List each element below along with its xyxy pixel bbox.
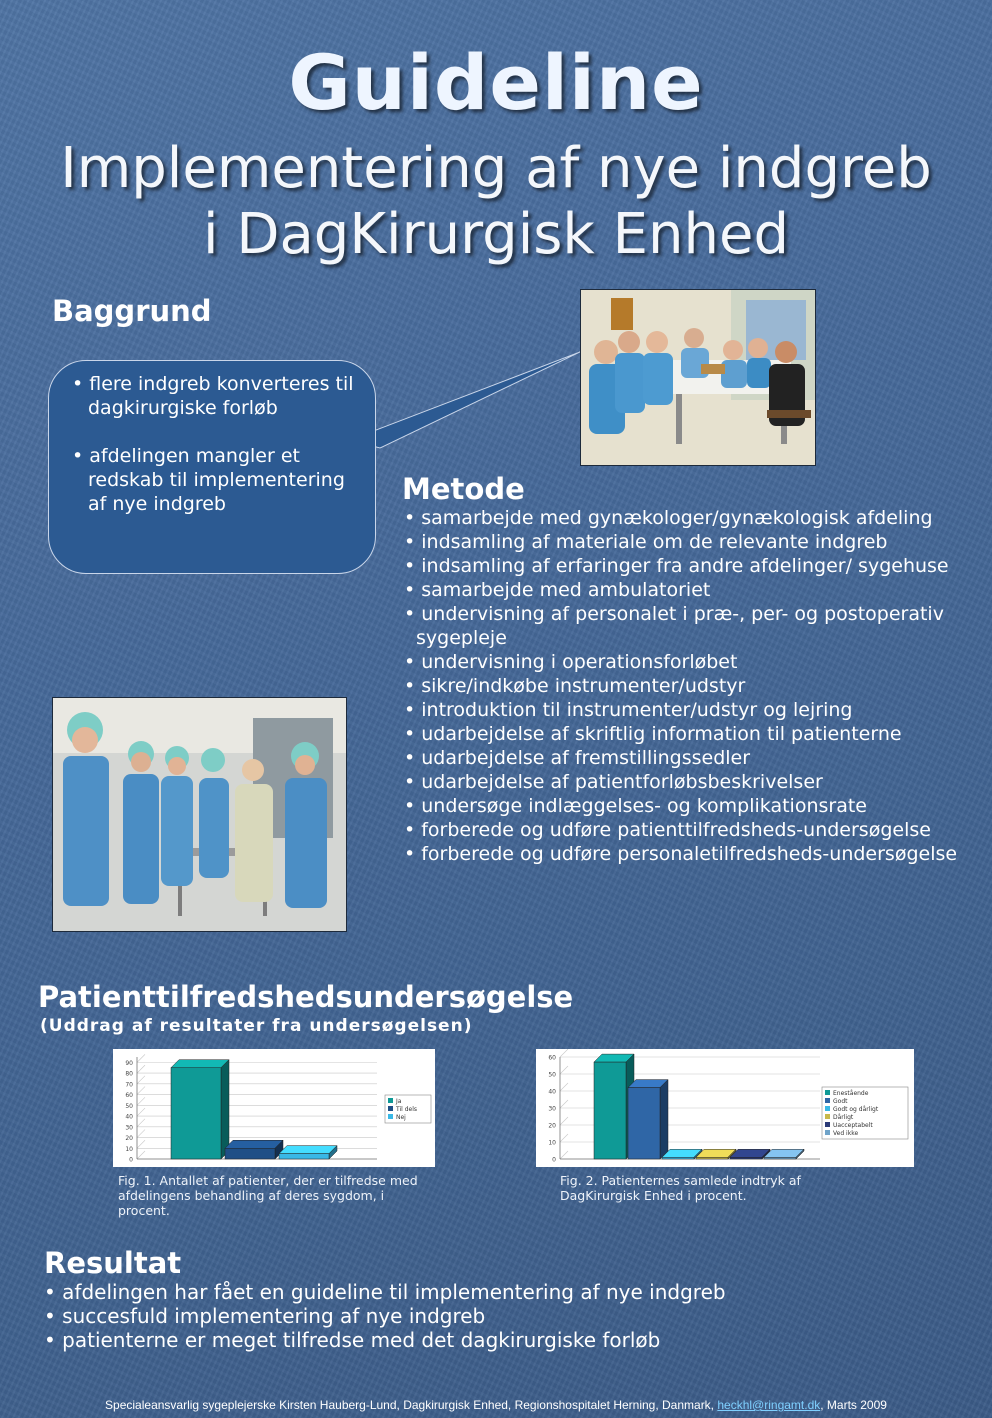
metode-item: • samarbejde med ambulatoriet xyxy=(404,579,711,601)
metode-item: • undersøge indlæggelses- og komplikationsrate xyxy=(404,795,867,817)
baggrund-heading: Baggrund xyxy=(52,294,212,328)
chart-fig1-svg xyxy=(113,1049,435,1167)
bar-top xyxy=(171,1060,229,1068)
survey-subheading: (Uddrag af resultater fra undersøgelsen) xyxy=(40,1016,473,1036)
metode-heading: Metode xyxy=(402,472,525,506)
subtitle-line-1: Implementering af nye indgreb xyxy=(60,136,932,201)
bar-front xyxy=(696,1157,728,1159)
gridline-depth xyxy=(137,1119,145,1127)
gridline-depth xyxy=(560,1083,568,1091)
bar-top xyxy=(279,1146,337,1154)
metode-item: • undervisning af personalet i præ-, per- og postoperativ sygepleje xyxy=(404,603,944,649)
bar-top xyxy=(225,1140,283,1148)
gridline-depth xyxy=(560,1049,568,1057)
bar-2 xyxy=(628,1080,668,1159)
bar-side xyxy=(660,1080,668,1159)
meeting-photo xyxy=(580,289,816,466)
poster-subtitle xyxy=(0,136,992,268)
y-tick-label: 0 xyxy=(129,1156,133,1164)
y-tick-label: 30 xyxy=(125,1124,133,1132)
legend-label: Godt xyxy=(833,1098,848,1105)
legend-label: Enestående xyxy=(833,1090,869,1097)
gridline-depth xyxy=(560,1117,568,1125)
bar-side xyxy=(221,1060,229,1159)
chart-fig2-svg xyxy=(536,1049,914,1167)
metode-item: • samarbejde med gynækologer/gynækologisk afdeling xyxy=(404,507,933,529)
footer-email-link[interactable]: heckhl@ringamt.dk xyxy=(717,1398,821,1412)
y-tick-label: 50 xyxy=(548,1071,556,1079)
metode-item: • undervisning i operationsforløbet xyxy=(404,651,738,673)
gridline-depth xyxy=(560,1100,568,1108)
y-tick-label: 50 xyxy=(125,1102,133,1110)
y-tick-label: 40 xyxy=(548,1088,556,1096)
resultat-item: • afdelingen har fået en guideline til implementering af nye indgreb xyxy=(44,1280,726,1304)
operating-room-photo-illustration xyxy=(53,698,346,931)
y-tick-label: 20 xyxy=(125,1135,133,1143)
legend-swatch xyxy=(388,1106,393,1111)
bar-1 xyxy=(171,1060,229,1159)
legend-label: Nej xyxy=(396,1114,406,1121)
resultat-heading: Resultat xyxy=(44,1246,182,1280)
bar-front xyxy=(764,1157,796,1159)
gridline-depth xyxy=(137,1087,145,1095)
footer-date: , Marts 2009 xyxy=(820,1398,887,1412)
metode-item: • udarbejdelse af patientforløbsbeskrivelser xyxy=(404,771,823,793)
baggrund-list xyxy=(56,372,366,540)
y-tick-label: 30 xyxy=(548,1105,556,1113)
resultat-item: • patienterne er meget tilfredse med det dagkirurgiske forløb xyxy=(44,1328,661,1352)
legend-label: Godt og dårligt xyxy=(833,1106,879,1113)
bar-front xyxy=(628,1088,660,1159)
y-tick-label: 0 xyxy=(552,1156,556,1164)
metode-item: • forberede og udføre patienttilfredsheds-undersøgelse xyxy=(404,819,931,841)
legend-label: Til dels xyxy=(396,1106,418,1113)
resultat-list xyxy=(44,1280,944,1352)
gridline-depth xyxy=(137,1076,145,1084)
y-tick-label: 60 xyxy=(548,1054,556,1062)
bar-front xyxy=(225,1148,275,1159)
operating-room-photo xyxy=(52,697,347,932)
gridline-depth xyxy=(560,1151,568,1159)
legend-label: Ved ikke xyxy=(833,1130,859,1137)
y-tick-label: 60 xyxy=(125,1092,133,1100)
metode-item: • indsamling af materiale om de relevante indgreb xyxy=(404,531,888,553)
legend-label: Ja xyxy=(396,1098,402,1105)
bar-front xyxy=(730,1157,762,1159)
metode-item: • introduktion til instrumenter/udstyr og lejring xyxy=(404,699,853,721)
fig2-caption: Fig. 2. Patienternes samlede indtryk af DagKirurgisk Enhed i procent. xyxy=(560,1173,801,1203)
legend-label: Dårligt xyxy=(833,1114,854,1121)
bar-front xyxy=(279,1154,329,1159)
y-tick-label: 10 xyxy=(548,1139,556,1147)
gridline-depth xyxy=(137,1130,145,1138)
legend-swatch xyxy=(825,1098,830,1103)
legend-swatch xyxy=(388,1098,393,1103)
bar-front xyxy=(662,1157,694,1159)
bar-front xyxy=(594,1062,626,1159)
meeting-photo-illustration xyxy=(581,290,815,465)
y-tick-label: 70 xyxy=(125,1081,133,1089)
survey-heading: Patienttilfredshedsundersøgelse xyxy=(38,980,574,1014)
chart-fig2 xyxy=(536,1049,914,1167)
metode-item: • udarbejdelse af fremstillingssedler xyxy=(404,747,751,769)
gridline-depth xyxy=(137,1065,145,1073)
gridline-depth xyxy=(137,1108,145,1116)
y-tick-label: 40 xyxy=(125,1113,133,1121)
poster-title: Guideline xyxy=(288,38,704,127)
y-tick-label: 20 xyxy=(548,1122,556,1130)
gridline-depth xyxy=(560,1134,568,1142)
baggrund-item: • afdelingen mangler et redskab til implementering af nye indgreb xyxy=(72,445,345,515)
gridline-depth xyxy=(137,1151,145,1159)
gridline-depth xyxy=(137,1054,145,1062)
legend-swatch xyxy=(825,1130,830,1135)
bar-3 xyxy=(279,1146,337,1159)
gridline-depth xyxy=(137,1097,145,1105)
bar-front xyxy=(171,1068,221,1159)
legend-swatch xyxy=(388,1114,393,1119)
fig1-caption: Fig. 1. Antallet af patienter, der er tilfredse med afdelingens behandling af deres sygdom, i procent. xyxy=(118,1173,418,1218)
footer-text: Specialeansvarlig sygeplejerske Kirsten Hauberg-Lund, Dagkirurgisk Enhed, Regionshospitalet Herning, Danmark, xyxy=(105,1398,718,1412)
y-tick-label: 90 xyxy=(125,1059,133,1067)
metode-list xyxy=(404,506,964,866)
callout-tail xyxy=(350,350,580,450)
bar-2 xyxy=(225,1140,283,1159)
footer xyxy=(0,1398,992,1412)
metode-item: • udarbejdelse af skriftlig information til patienterne xyxy=(404,723,902,745)
legend-swatch xyxy=(825,1090,830,1095)
y-tick-label: 80 xyxy=(125,1070,133,1078)
resultat-item: • succesfuld implementering af nye indgreb xyxy=(44,1304,486,1328)
legend-swatch xyxy=(825,1106,830,1111)
baggrund-item: • flere indgreb konverteres til dagkirurgiske forløb xyxy=(72,373,354,419)
chart-fig1 xyxy=(113,1049,435,1167)
gridline-depth xyxy=(137,1140,145,1148)
legend-swatch xyxy=(825,1114,830,1119)
metode-item: • forberede og udføre personaletilfredsheds-undersøgelse xyxy=(404,843,958,865)
metode-item: • sikre/indkøbe instrumenter/udstyr xyxy=(404,675,746,697)
subtitle-line-2: i DagKirurgisk Enhed xyxy=(202,202,790,267)
legend-label: Uacceptabelt xyxy=(833,1122,873,1129)
metode-item: • indsamling af erfaringer fra andre afdelinger/ sygehuse xyxy=(404,555,949,577)
legend-swatch xyxy=(825,1122,830,1127)
gridline-depth xyxy=(560,1066,568,1074)
y-tick-label: 10 xyxy=(125,1145,133,1153)
